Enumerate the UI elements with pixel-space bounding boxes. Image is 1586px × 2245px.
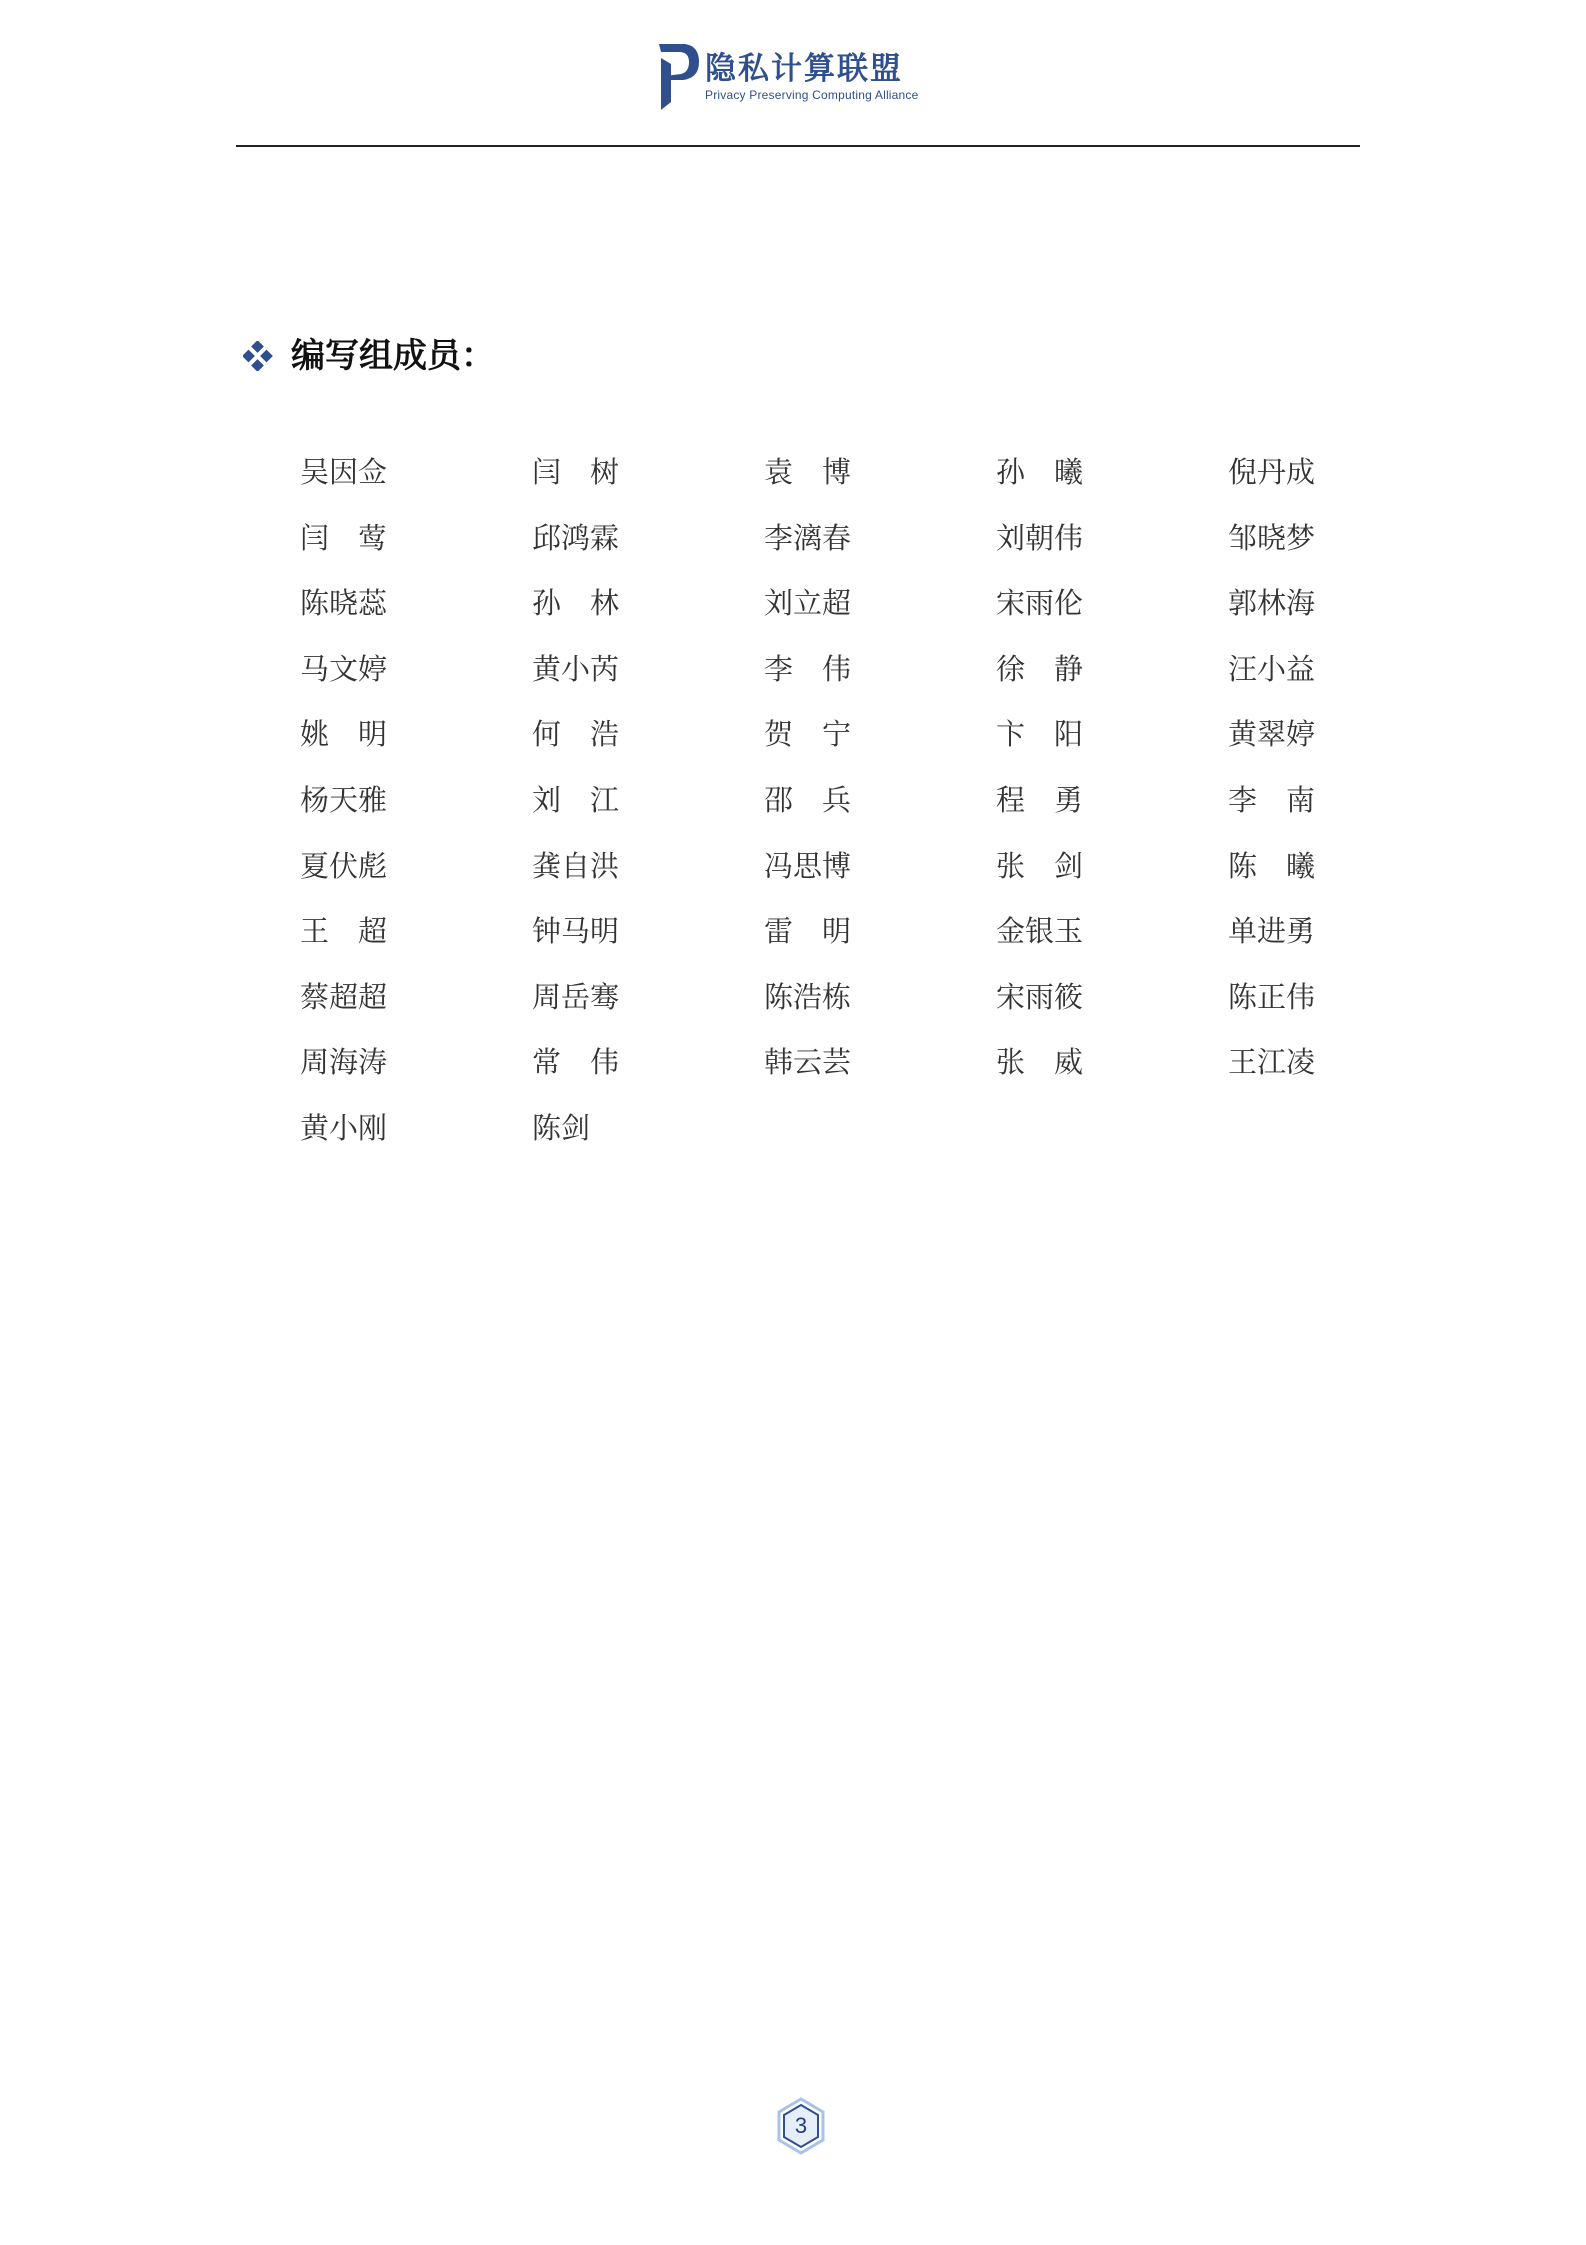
member-name: 周岳骞 [532, 979, 620, 1014]
member-name: 宋雨筱 [996, 979, 1084, 1014]
member-name: 王 超 [300, 914, 388, 949]
member-name: 黄小刚 [300, 1110, 388, 1145]
member-name: 陈浩栋 [764, 979, 852, 1014]
member-name: 张 剑 [996, 848, 1084, 883]
member-name: 李漓春 [764, 520, 852, 555]
page-header [0, 0, 1586, 150]
member-name: 钟马明 [532, 914, 620, 949]
member-name: 常 伟 [532, 1045, 620, 1080]
member-name: 黄小芮 [532, 651, 620, 686]
member-name: 周海涛 [300, 1045, 388, 1080]
member-name: 蔡超超 [300, 979, 388, 1014]
member-name: 单进勇 [1228, 914, 1316, 949]
member-name: 姚 明 [300, 717, 388, 752]
member-name: 徐 静 [996, 651, 1084, 686]
member-name: 陈剑 [532, 1110, 591, 1145]
member-name: 程 勇 [996, 782, 1084, 817]
logo-english-name: Privacy Preserving Computing Alliance [705, 88, 919, 102]
member-name: 雷 明 [764, 914, 852, 949]
section-heading [243, 336, 495, 376]
member-name: 邵 兵 [764, 782, 852, 817]
member-name: 孙 林 [532, 586, 620, 621]
member-name: 刘 江 [532, 782, 620, 817]
member-name: 金银玉 [996, 914, 1084, 949]
member-name: 刘立超 [764, 586, 852, 621]
member-name: 袁 博 [764, 455, 852, 489]
member-name: 刘朝伟 [996, 520, 1084, 555]
logo-p-mark-icon [655, 40, 701, 112]
member-name: 韩云芸 [764, 1045, 852, 1080]
member-name: 邹晓梦 [1228, 520, 1316, 555]
member-name: 马文婷 [300, 651, 388, 686]
member-name: 宋雨伦 [996, 586, 1084, 621]
member-name: 何 浩 [532, 717, 620, 752]
logo-chinese-name: 隐私计算联盟 [705, 51, 903, 87]
member-name: 闫 莺 [300, 520, 388, 555]
member-name: 贺 宁 [764, 717, 852, 752]
member-name: 倪丹成 [1228, 455, 1316, 489]
member-name: 张 威 [996, 1045, 1084, 1080]
diamond-bullet-icon [243, 341, 273, 371]
member-name: 孙 曦 [996, 455, 1084, 489]
member-name: 邱鸿霖 [532, 520, 620, 555]
member-name: 冯思博 [764, 848, 852, 883]
member-name: 黄翠婷 [1228, 717, 1316, 752]
page-number-badge [776, 2097, 826, 2155]
member-name: 陈 曦 [1228, 848, 1316, 883]
header-divider [236, 145, 1360, 147]
member-name: 吴因佥 [300, 455, 388, 489]
member-name: 闫 树 [532, 455, 620, 489]
alliance-logo [655, 40, 919, 112]
page-number: 3 [794, 2113, 808, 2138]
section-title: 编写组成员： [291, 336, 495, 376]
member-name: 卞 阳 [996, 717, 1084, 752]
member-name: 郭林海 [1228, 586, 1316, 621]
member-name: 龚自洪 [532, 848, 620, 883]
member-name: 王江凌 [1228, 1045, 1316, 1080]
member-name: 陈晓蕊 [300, 586, 388, 621]
member-name: 夏伏彪 [300, 848, 388, 883]
member-name: 李 南 [1228, 782, 1316, 817]
member-name: 汪小益 [1228, 651, 1316, 686]
member-name: 杨天雅 [300, 782, 388, 817]
member-name: 陈正伟 [1228, 979, 1316, 1014]
member-name: 李 伟 [764, 651, 852, 686]
member-list [300, 452, 1360, 1174]
